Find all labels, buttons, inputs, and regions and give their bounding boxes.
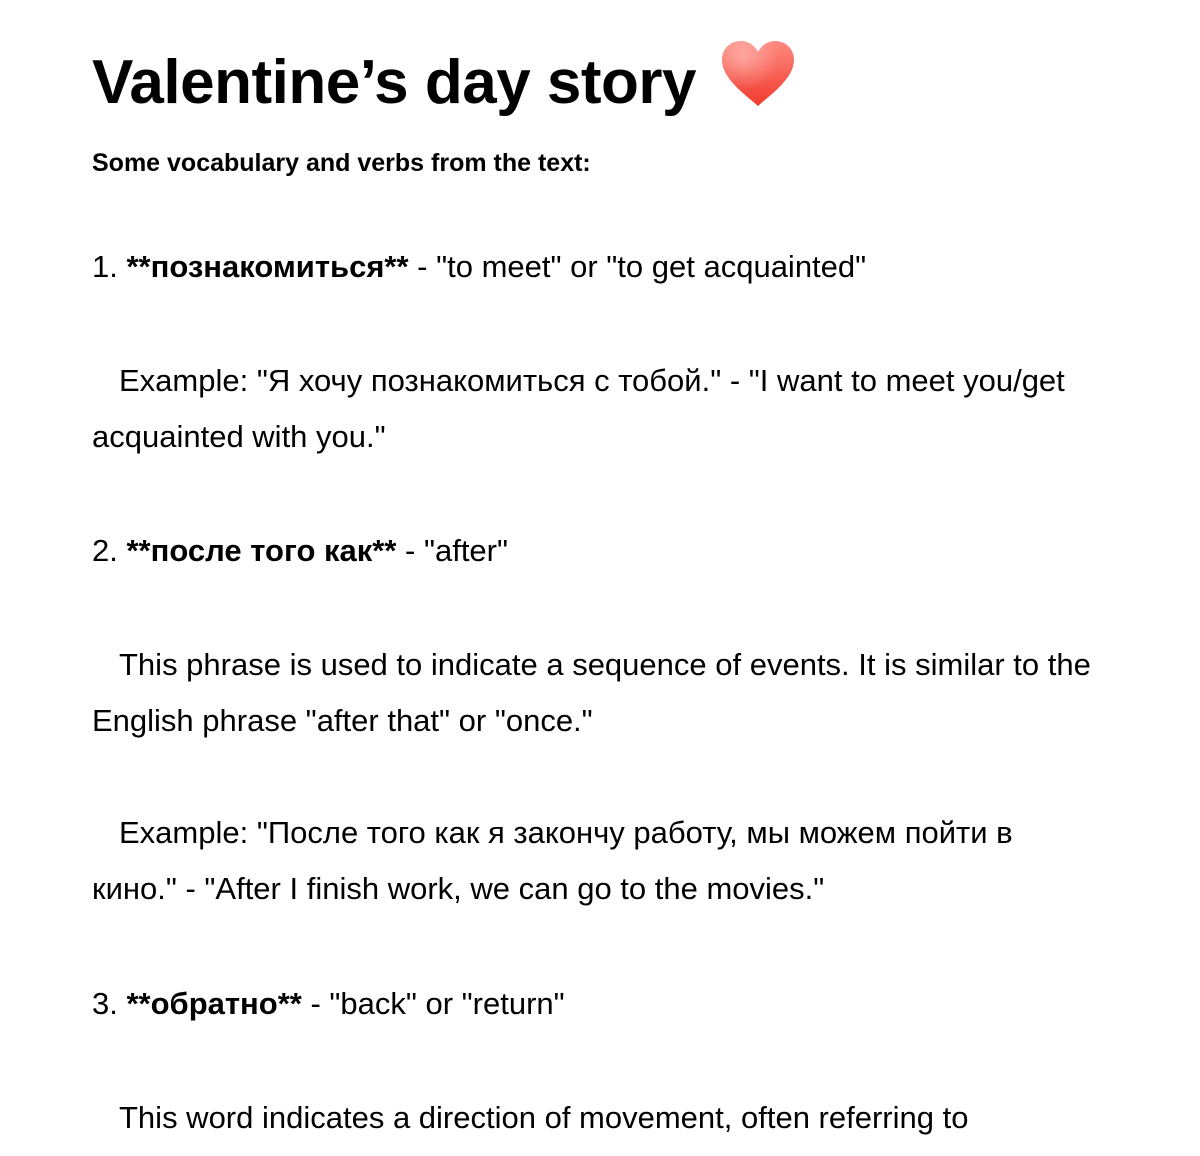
vocab-item-3-heading <box>92 976 1102 1032</box>
vocab-meaning: - "to meet" or "to get acquainted" <box>408 249 867 284</box>
heart-icon <box>720 40 796 108</box>
item-number: 3. <box>92 986 118 1021</box>
vocab-meaning: - "after" <box>396 533 508 568</box>
vocab-item-2-example: Example: "После того как я закончу работу, мы можем пойти в кино." - "After I finish work, we can go to the movies." <box>92 815 1013 906</box>
item-number: 2. <box>92 533 118 568</box>
page-title: Valentine’s day story <box>92 48 697 117</box>
vocab-term: **после того как** <box>126 533 397 568</box>
vocab-meaning: - "back" or "return" <box>301 986 565 1021</box>
title-row <box>92 38 796 128</box>
vocab-item-3-explanation: This word indicates a direction of movement, often referring to <box>119 1100 969 1135</box>
vocab-item-2-explanation: This phrase is used to indicate a sequence of events. It is similar to the English phrase "after that" or "once." <box>92 647 1091 738</box>
vocab-term: **обратно** <box>126 986 302 1021</box>
vocab-term: **познакомиться** <box>126 249 409 284</box>
vocab-item-1-heading <box>92 239 1102 295</box>
item-number: 1. <box>92 249 118 284</box>
subtitle: Some vocabulary and verbs from the text: <box>92 149 591 177</box>
vocab-item-2-heading <box>92 523 1102 579</box>
vocab-item-1-example: Example: "Я хочу познакомиться с тобой." - "I want to meet you/get acquainted with you." <box>92 363 1065 454</box>
